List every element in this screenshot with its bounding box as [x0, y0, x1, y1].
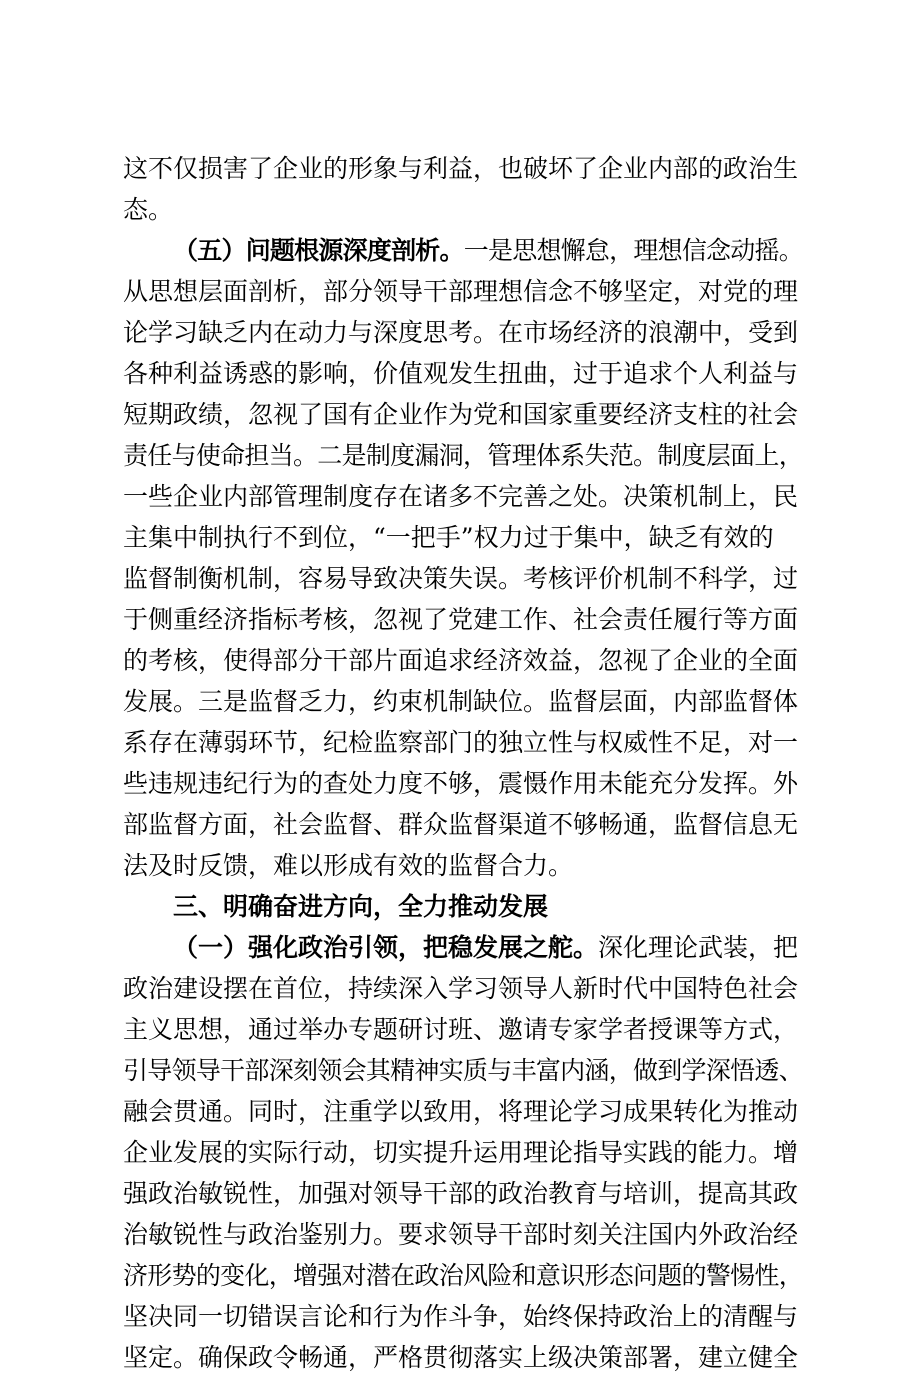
text-line [123, 1255, 803, 1296]
text-line [123, 394, 803, 435]
line-text: 主义思想，通过举办专题研讨班、邀请专家学者授课等方式， [123, 1015, 799, 1044]
text-line [123, 722, 803, 763]
heading-lead: （五）问题根源深度剖析。 [173, 236, 464, 265]
line-text: 引导领导干部深刻领会其精神实质与丰富内涵，做到学深悟透、 [123, 1056, 803, 1085]
line-text: 系存在薄弱环节，纪检监察部门的独立性与权威性不足，对一 [123, 728, 799, 757]
text-line [123, 927, 803, 968]
line-text: 的考核，使得部分干部片面追求经济效益，忽视了企业的全面 [123, 646, 799, 675]
text-line [123, 517, 803, 558]
text-line [123, 1091, 803, 1132]
text-line [123, 353, 803, 394]
text-line [123, 148, 803, 189]
line-text: 强政治敏锐性，加强对领导干部的政治教育与培训，提高其政 [123, 1179, 799, 1208]
line-text: 从思想层面剖析，部分领导干部理想信念不够坚定，对党的理 [123, 277, 799, 306]
text-line [123, 312, 803, 353]
line-text: 企业发展的实际行动，切实提升运用理论指导实践的能力。增 [123, 1138, 799, 1167]
text-line [123, 599, 803, 640]
text-line [123, 476, 803, 517]
text-line [123, 1050, 803, 1091]
line-text: 态。 [123, 195, 174, 224]
text-line [123, 1132, 803, 1173]
line-text: 监督制衡机制，容易导致决策失误。考核评价机制不科学，过 [123, 564, 799, 593]
text-line [123, 804, 803, 845]
line-text: 坚决同一切错误言论和行为作斗争，始终保持政治上的清醒与 [123, 1302, 799, 1331]
line-text: 治敏锐性与政治鉴别力。要求领导干部时刻关注国内外政治经 [123, 1220, 799, 1249]
text-line [123, 1214, 803, 1255]
text-line [123, 1009, 803, 1050]
line-text: 法及时反馈，难以形成有效的监督合力。 [123, 851, 574, 880]
text-line [123, 1296, 803, 1337]
line-text: 坚定。确保政令畅通，严格贯彻落实上级决策部署，建立健全 [123, 1343, 799, 1372]
line-text: 论学习缺乏内在动力与深度思考。在市场经济的浪潮中，受到 [123, 318, 799, 347]
line-text: 发展。三是监督乏力，约束机制缺位。监督层面，内部监督体 [123, 687, 799, 716]
line-text: 一些企业内部管理制度存在诸多不完善之处。决策机制上，民 [123, 482, 799, 511]
line-text: 责任与使命担当。二是制度漏洞，管理体系失范。制度层面上， [123, 441, 803, 470]
document-body [123, 148, 803, 1378]
line-text: 短期政绩，忽视了国有企业作为党和国家重要经济支柱的社会 [123, 400, 799, 429]
text-line [123, 968, 803, 1009]
line-text: 部监督方面，社会监督、群众监督渠道不够畅通，监督信息无 [123, 810, 799, 839]
text-line [123, 189, 803, 230]
text-line [123, 1337, 803, 1378]
text-line [123, 845, 803, 886]
heading-lead: 三、明确奋进方向，全力推动发展 [173, 892, 549, 921]
line-text: 些违规违纪行为的查处力度不够，震慑作用未能充分发挥。外 [123, 769, 799, 798]
line-text: 政治建设摆在首位，持续深入学习领导人新时代中国特色社会 [123, 974, 799, 1003]
line-text: 于侧重经济指标考核，忽视了党建工作、社会责任履行等方面 [123, 605, 799, 634]
text-line [123, 230, 803, 271]
line-text: 各种利益诱惑的影响，价值观发生扭曲，过于追求个人利益与 [123, 359, 799, 388]
text-line [123, 681, 803, 722]
text-line [123, 1173, 803, 1214]
heading-lead: （一）强化政治引领，把稳发展之舵。 [173, 933, 599, 962]
line-text: 济形势的变化，增强对潜在政治风险和意识形态问题的警惕性， [123, 1261, 803, 1290]
line-text: 一是思想懈怠，理想信念动摇。 [463, 236, 803, 265]
text-line [123, 558, 803, 599]
text-line [123, 640, 803, 681]
text-line [123, 763, 803, 804]
text-line [123, 435, 803, 476]
line-text: 这不仅损害了企业的形象与利益，也破坏了企业内部的政治生 [123, 154, 799, 183]
text-line [123, 886, 803, 927]
line-text: 深化理论武装，把 [598, 933, 799, 962]
text-line [123, 271, 803, 312]
line-text: 主集中制执行不到位，“一把手”权力过于集中，缺乏有效的 [123, 523, 774, 552]
line-text: 融会贯通。同时，注重学以致用，将理论学习成果转化为推动 [123, 1097, 799, 1126]
